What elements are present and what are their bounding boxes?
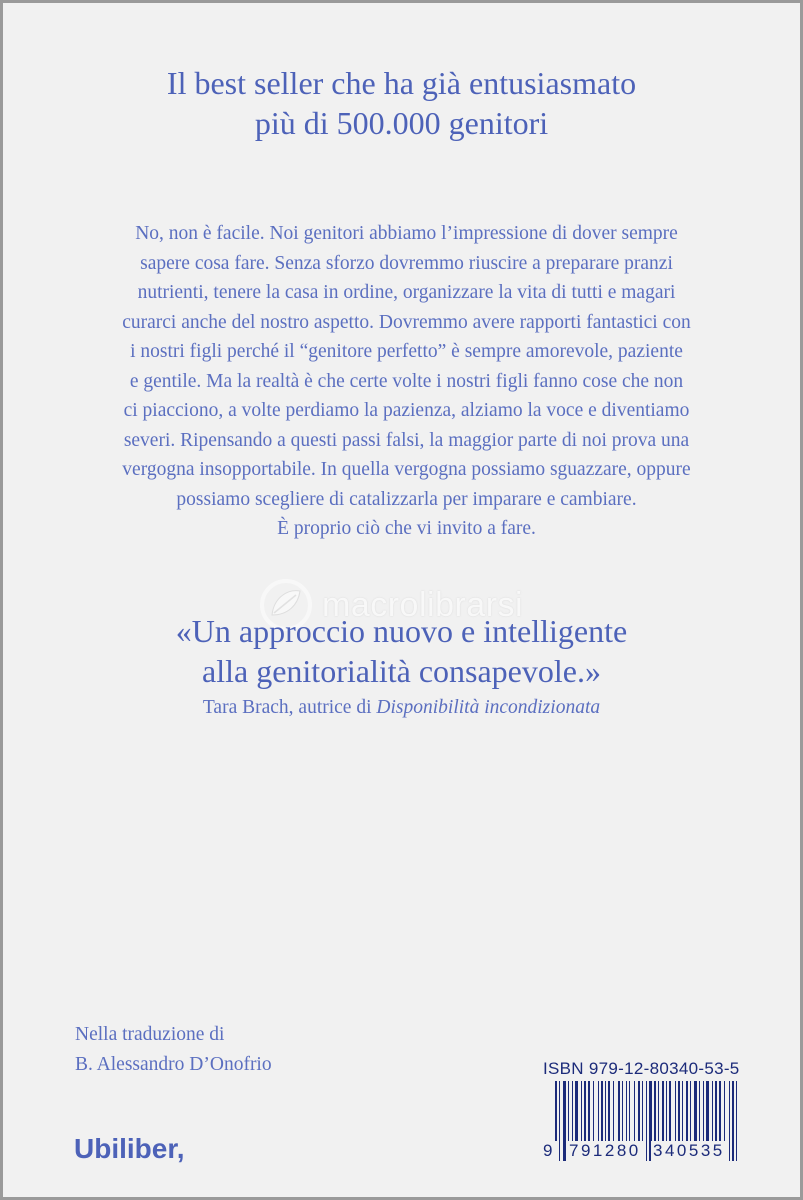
barcode-digits-left: 791280: [569, 1141, 641, 1160]
barcode-bar: [559, 1081, 560, 1161]
blurb-line: sapere cosa fare. Senza sforzo dovremmo riuscire a preparare pranzi: [140, 252, 673, 274]
barcode-bar: [729, 1081, 730, 1161]
translation-label: Nella traduzione di: [75, 1024, 225, 1045]
attribution-book-title: Disponibilità incondizionata: [376, 697, 601, 718]
blurb-line: curarci anche del nostro aspetto. Dovremmo avere rapporti fantastici con: [122, 311, 691, 333]
blurb-line: possiamo scegliere di catalizzarla per imparare e cambiare.: [176, 488, 637, 510]
blurb-line: È proprio ciò che vi invito a fare.: [277, 518, 536, 539]
barcode-bar: [646, 1081, 647, 1161]
blurb-line: severi. Ripensando a questi passi falsi, la maggior parte di noi prova una: [123, 429, 690, 451]
headline-line-2: più di 500.000 genitori: [254, 105, 549, 141]
blurb-line: ci piacciono, a volte perdiamo la pazienza, alziamo la voce e diventiamo: [123, 400, 690, 421]
isbn-label: ISBN 979-12-80340-53-5: [543, 1059, 740, 1078]
blurb-line: No, non è facile. Noi genitori abbiamo l’impressione di dover sempre: [135, 223, 678, 244]
quote-line-2: alla genitorialità consapevole.»: [202, 653, 601, 689]
blurb-line: vergogna insopportabile. In quella vergogna possiamo sguazzare, oppure: [122, 459, 691, 480]
headline: [3, 63, 800, 143]
publisher-logo: Ubiliber,: [74, 1133, 185, 1164]
blurb-line: e gentile. Ma la realtà è che certe volte i nostri figli fanno cose che non: [129, 370, 684, 392]
blurb-line: i nostri figli perché il “genitore perfetto” è sempre amorevole, paziente: [130, 341, 683, 362]
barcode-digits-right: 340535: [653, 1141, 725, 1160]
isbn-barcode: [541, 1059, 743, 1177]
review-quote: [3, 611, 800, 691]
translation-credit: [75, 1020, 272, 1080]
barcode-digit-first: 9: [543, 1141, 555, 1160]
attribution-author: Tara Brach, autrice di: [202, 697, 377, 718]
quote-line-1: «Un approccio nuovo e intelligente: [175, 613, 628, 649]
watermark-text: macrolibrarsi: [322, 585, 524, 624]
blurb-line: nutrienti, tenere la casa in ordine, organizzare la vita di tutti e magari: [137, 282, 676, 303]
barcode-bar: [732, 1081, 734, 1161]
barcode-bar: [736, 1081, 737, 1161]
translator-name: B. Alessandro D’Onofrio: [75, 1054, 272, 1075]
headline-line-1: Il best seller che ha già entusiasmato: [166, 65, 637, 101]
blurb: [73, 219, 740, 544]
barcode-bar: [563, 1081, 566, 1161]
quote-attribution: [3, 695, 800, 721]
